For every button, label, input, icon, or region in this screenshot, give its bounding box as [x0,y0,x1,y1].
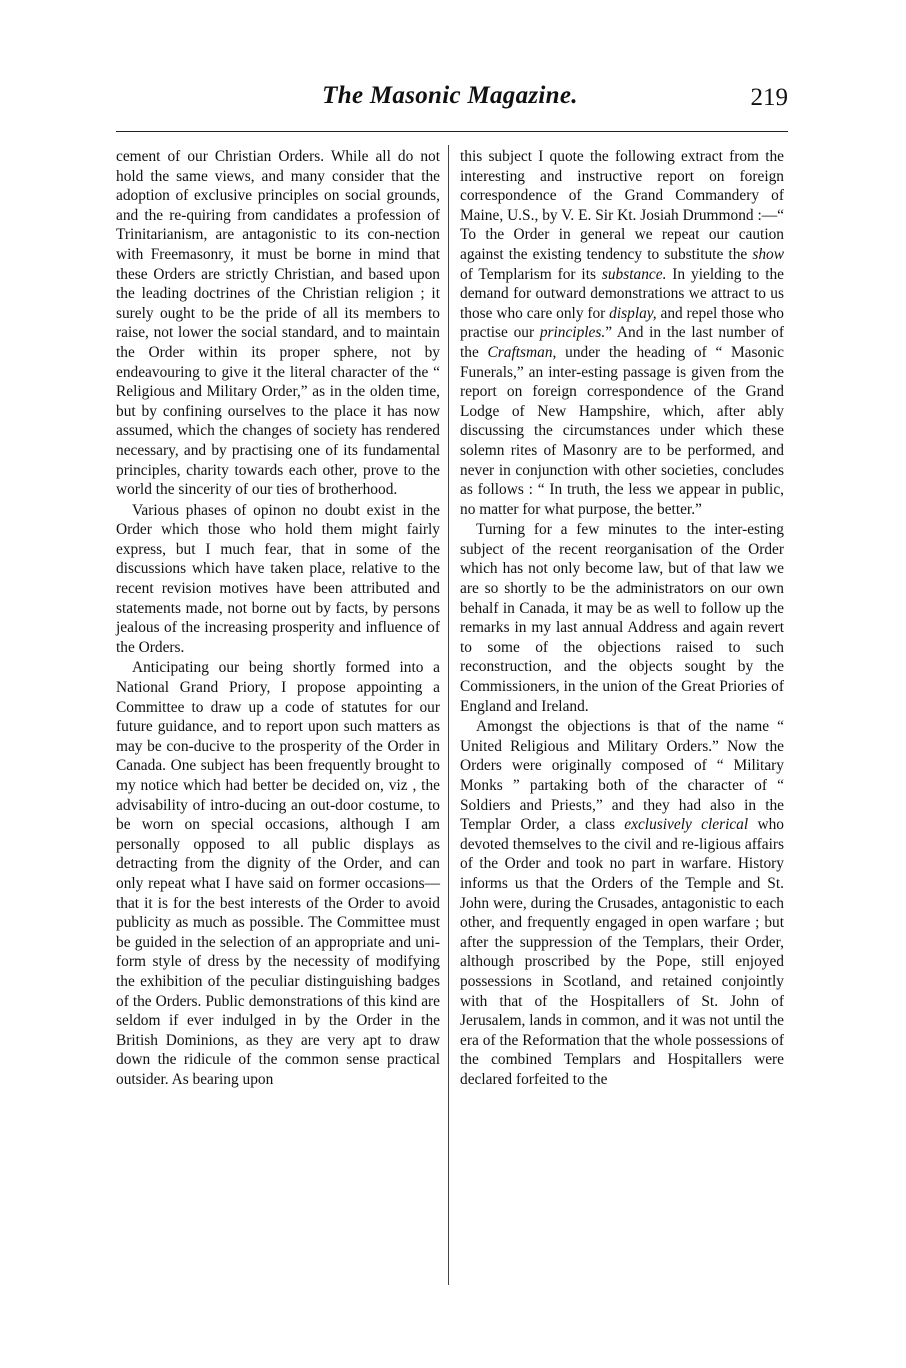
text-run: this subject I quote the following extract from the interesting and instructive report on foreign correspondence of the Grand Commandery of Maine, U.S., by V. E. Sir Kt. Josiah Drummond :—“ To the Order in general we repeat our caution against the existing tendency to substitute the [460,148,784,263]
paragraph: Turning for a few minutes to the inter-esting subject of the recent reorganisation of the Order which has not only become law, but of that law we are so shortly to be the administrators on our own behalf in Canada, it may be as well to follow up the remarks in my last annual Address and again revert to some of the objections raised to such reconstruction, and the objects sought by the Commissioners, in the union of the Great Priories of England and Ireland. [460,521,784,715]
left-column [116,147,440,1090]
text-run: Amongst the objections is that of the name “ United Religious and Military Orders.” Now the Orders were originally composed of “ Military Monks ” partaking both of the character of “ Soldiers and Priests,” and they had also in the Templar Order, a class [460,718,784,834]
italic-run: show [752,245,784,263]
page-header [112,82,788,122]
header-rule [116,131,788,132]
paragraph: Anticipating our being shortly formed into a National Grand Priory, I propose appointing a Committee to draw up a code of statutes for our future guidance, and to report upon such matters as may be con-ducive to the prosperity of the Order in Canada. One subject has been frequently brought to my notice which had better be decided on, viz , the advisability of intro-ducing an out-door costume, to be worn on special occasions, although I am personally opposed to all public displays as detracting from the dignity of the Order, and can only repeat what I have said on former occasions—that it is for the best interests of the Order to avoid publicity as much as possible. The Committee must be guided in the selection of an appropriate and uni-form style of dress by the necessity of modifying the exhibition of the peculiar distinguishing badges of the Orders. Public demonstrations of this kind are seldom if ever indulged in by the Order in the British Dominions, as they are very apt to draw down the ridicule of the common sense practical outsider. As bearing upon [116,659,440,1088]
text-run: of Templarism for its [460,265,602,283]
italic-run: principles. [539,324,606,342]
text-run: In yielding to the demand for outward demonstrations we attract to us those who care only for [460,265,784,322]
paragraph: cement of our Christian Orders. While all do not hold the same views, and many consider that the adoption of exclusive principles on social grounds, and the re-quiring from candidates a profession of Trinitarianism, are antagonistic to its con-nection with Freemasonry, it must be borne in mind that these Orders are strictly Christian, and based upon the leading doctrines of the Christian religion ; it surely ought to be the pride of all its members to raise, not lower the social standard, and to maintain the Order within its proper sphere, not by endeavouring to give it the literal character of the “ Religious and Military Order,” as in the olden time, but by confining ourselves to the place it has now assumed, which the changes of society has rendered necessary, and by practising one of its fundamental principles, charity towards each other, prove to the world the sincerity of our ties of brotherhood. [116,148,440,499]
text-run: ” And in the last number of the [460,324,784,361]
paragraph: Various phases of opinon no doubt exist in the Order which those who hold them might fairly express, but I much fear, that in some of the discussions which have taken place, relative to the recent revision motives have been attributed and statements made, not borne out by facts, by persons jealous of the increasing prosperity and influence of the Orders. [116,501,440,656]
column-divider [448,145,449,1285]
right-column [460,147,784,1090]
text-run: and repel those who practise our [460,304,785,342]
paragraph [460,147,784,519]
page-number: 219 [750,84,788,111]
italic-run: exclusively clerical [624,816,749,834]
text-run: under the heading of “ Masonic Funerals,” an inter-esting passage is given from the report on foreign correspondence of the Grand Lodge of New Hampshire, which, after ably discussing the circumstances under which these solemn rites of Masonry are to be performed, and never in conjunction with other societies, concludes as follows : “ In truth, the less we appear in public, no matter for what purpose, the better.” [460,343,785,518]
text-run: who devoted themselves to the civil and re-ligious affairs of the Order and took no part in warfare. History informs us that the Orders of the Temple and St. John were, during the Crusades, antagonistic to each other, and frequently engaged in open warfare ; but after the suppression of the Templars, their Order, although proscribed by the Pope, still enjoyed possessions in Scotland, and retained conjointly with that of the Hospitallers of St. John of Jerusalem, lands in common, and it was not until the era of the Reformation that the whole possessions of the combined Templars and Hospitallers were declared forfeited to the [460,816,785,1088]
italic-run: substance. [601,265,667,283]
running-title: The Masonic Magazine. [322,82,578,109]
italic-run: Craftsman, [487,343,557,361]
paragraph [460,717,784,1089]
italic-run: display, [609,304,657,322]
